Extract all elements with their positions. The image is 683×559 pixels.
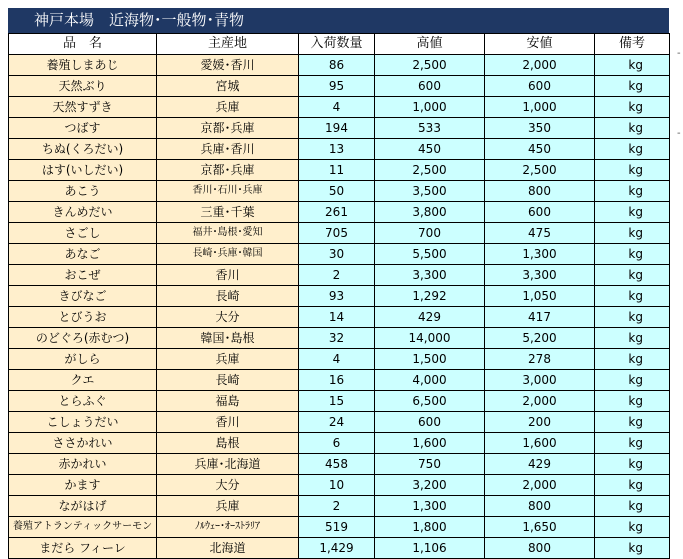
origin-cell: 兵庫･香川 <box>157 139 299 160</box>
quantity-cell: 519 <box>299 517 375 538</box>
table-row <box>9 76 670 97</box>
table-row <box>9 475 670 496</box>
item-name-cell: 赤かれい <box>9 454 157 475</box>
quantity-cell: 16 <box>299 370 375 391</box>
origin-cell: 愛媛･香川 <box>157 55 299 76</box>
low-price-cell: 475 <box>485 223 595 244</box>
item-name-cell: 養殖アトランティックサーモン <box>9 517 157 538</box>
high-price-cell: 750 <box>375 454 485 475</box>
origin-cell: 福井･島根･愛知 <box>157 223 299 244</box>
table-row <box>9 328 670 349</box>
table-row <box>9 496 670 517</box>
low-price-cell: 429 <box>485 454 595 475</box>
high-price-cell: 600 <box>375 412 485 433</box>
quantity-cell: 13 <box>299 139 375 160</box>
low-price-cell: 1,300 <box>485 244 595 265</box>
low-price-cell: 1,050 <box>485 286 595 307</box>
remarks-cell: kg <box>595 265 670 286</box>
high-price-cell: 1,500 <box>375 349 485 370</box>
low-price-cell: 800 <box>485 496 595 517</box>
high-price-cell: 1,292 <box>375 286 485 307</box>
origin-cell: 北海道 <box>157 538 299 559</box>
item-name-cell: つばす <box>9 118 157 139</box>
low-price-cell: 2,000 <box>485 475 595 496</box>
origin-cell: 島根 <box>157 433 299 454</box>
high-price-cell: 1,106 <box>375 538 485 559</box>
quantity-cell: 4 <box>299 349 375 370</box>
origin-cell: 兵庫 <box>157 97 299 118</box>
origin-cell: 兵庫･北海道 <box>157 454 299 475</box>
low-price-cell: 600 <box>485 76 595 97</box>
market-price-table <box>8 33 670 559</box>
high-price-cell: 3,200 <box>375 475 485 496</box>
table-row <box>9 118 670 139</box>
table-row <box>9 97 670 118</box>
table-body <box>9 55 670 559</box>
low-price-cell: 2,500 <box>485 160 595 181</box>
item-name-cell: あこう <box>9 181 157 202</box>
table-row <box>9 139 670 160</box>
remarks-cell: kg <box>595 307 670 328</box>
remarks-cell: kg <box>595 97 670 118</box>
quantity-cell: 4 <box>299 97 375 118</box>
item-name-cell: きんめだい <box>9 202 157 223</box>
table-row <box>9 223 670 244</box>
table-row <box>9 265 670 286</box>
low-price-cell: 1,000 <box>485 97 595 118</box>
low-price-cell: 450 <box>485 139 595 160</box>
high-price-cell: 429 <box>375 307 485 328</box>
high-price-cell: 533 <box>375 118 485 139</box>
quantity-cell: 24 <box>299 412 375 433</box>
quantity-cell: 14 <box>299 307 375 328</box>
table-row <box>9 286 670 307</box>
origin-cell: 香川･石川･兵庫 <box>157 181 299 202</box>
remarks-cell: kg <box>595 223 670 244</box>
quantity-cell: 194 <box>299 118 375 139</box>
item-name-cell: 天然ぶり <box>9 76 157 97</box>
header-low-price: 安値 <box>485 34 595 55</box>
remarks-cell: kg <box>595 349 670 370</box>
low-price-cell: 417 <box>485 307 595 328</box>
high-price-cell: 600 <box>375 76 485 97</box>
remarks-cell: kg <box>595 76 670 97</box>
remarks-cell: kg <box>595 370 670 391</box>
remarks-cell: kg <box>595 496 670 517</box>
item-name-cell: あなご <box>9 244 157 265</box>
low-price-cell: 2,000 <box>485 55 595 76</box>
quantity-cell: 11 <box>299 160 375 181</box>
origin-cell: ﾉﾙｳｪｰ･ｵｰｽﾄﾗﾘｱ <box>157 517 299 538</box>
remarks-cell: kg <box>595 139 670 160</box>
low-price-cell: 200 <box>485 412 595 433</box>
origin-cell: 兵庫 <box>157 496 299 517</box>
header-quantity: 入荷数量 <box>299 34 375 55</box>
low-price-cell: 1,600 <box>485 433 595 454</box>
quantity-cell: 705 <box>299 223 375 244</box>
header-origin: 主産地 <box>157 34 299 55</box>
high-price-cell: 3,500 <box>375 181 485 202</box>
item-name-cell: ながはげ <box>9 496 157 517</box>
quantity-cell: 458 <box>299 454 375 475</box>
origin-cell: 京都･兵庫 <box>157 160 299 181</box>
low-price-cell: 600 <box>485 202 595 223</box>
item-name-cell: とびうお <box>9 307 157 328</box>
low-price-cell: 800 <box>485 538 595 559</box>
table-row <box>9 349 670 370</box>
item-name-cell: がしら <box>9 349 157 370</box>
origin-cell: 京都･兵庫 <box>157 118 299 139</box>
item-name-cell: 天然すずき <box>9 97 157 118</box>
item-name-cell: かます <box>9 475 157 496</box>
remarks-cell: kg <box>595 181 670 202</box>
origin-cell: 長崎 <box>157 286 299 307</box>
header-item-name: 品 名 <box>9 34 157 55</box>
high-price-cell: 5,500 <box>375 244 485 265</box>
table-row <box>9 307 670 328</box>
high-price-cell: 700 <box>375 223 485 244</box>
edge-mark: - <box>677 48 681 59</box>
remarks-cell: kg <box>595 538 670 559</box>
quantity-cell: 2 <box>299 496 375 517</box>
remarks-cell: kg <box>595 118 670 139</box>
table-row <box>9 202 670 223</box>
remarks-cell: kg <box>595 55 670 76</box>
item-name-cell: クエ <box>9 370 157 391</box>
table-row <box>9 160 670 181</box>
low-price-cell: 800 <box>485 181 595 202</box>
item-name-cell: 養殖しまあじ <box>9 55 157 76</box>
header-remarks: 備考 <box>595 34 670 55</box>
origin-cell: 福島 <box>157 391 299 412</box>
table-row <box>9 454 670 475</box>
remarks-cell: kg <box>595 433 670 454</box>
high-price-cell: 3,800 <box>375 202 485 223</box>
item-name-cell: こしょうだい <box>9 412 157 433</box>
high-price-cell: 14,000 <box>375 328 485 349</box>
remarks-cell: kg <box>595 328 670 349</box>
table-row <box>9 181 670 202</box>
origin-cell: 香川 <box>157 412 299 433</box>
item-name-cell: さごし <box>9 223 157 244</box>
item-name-cell: きびなご <box>9 286 157 307</box>
remarks-cell: kg <box>595 202 670 223</box>
table-row <box>9 55 670 76</box>
table-row <box>9 244 670 265</box>
origin-cell: 長崎 <box>157 370 299 391</box>
high-price-cell: 2,500 <box>375 55 485 76</box>
table-row <box>9 412 670 433</box>
header-row <box>9 34 670 55</box>
remarks-cell: kg <box>595 412 670 433</box>
item-name-cell: のどぐろ(赤むつ) <box>9 328 157 349</box>
high-price-cell: 450 <box>375 139 485 160</box>
origin-cell: 大分 <box>157 475 299 496</box>
high-price-cell: 1,600 <box>375 433 485 454</box>
origin-cell: 香川 <box>157 265 299 286</box>
quantity-cell: 10 <box>299 475 375 496</box>
table-row <box>9 391 670 412</box>
quantity-cell: 2 <box>299 265 375 286</box>
low-price-cell: 278 <box>485 349 595 370</box>
origin-cell: 韓国･島根 <box>157 328 299 349</box>
quantity-cell: 86 <box>299 55 375 76</box>
quantity-cell: 30 <box>299 244 375 265</box>
quantity-cell: 1,429 <box>299 538 375 559</box>
high-price-cell: 1,300 <box>375 496 485 517</box>
origin-cell: 三重･千葉 <box>157 202 299 223</box>
high-price-cell: 2,500 <box>375 160 485 181</box>
origin-cell: 大分 <box>157 307 299 328</box>
table-row <box>9 538 670 559</box>
high-price-cell: 1,000 <box>375 97 485 118</box>
low-price-cell: 2,000 <box>485 391 595 412</box>
quantity-cell: 6 <box>299 433 375 454</box>
table-row <box>9 517 670 538</box>
remarks-cell: kg <box>595 517 670 538</box>
item-name-cell: ささかれい <box>9 433 157 454</box>
edge-mark: - <box>677 128 681 139</box>
quantity-cell: 15 <box>299 391 375 412</box>
item-name-cell: とらふぐ <box>9 391 157 412</box>
origin-cell: 兵庫 <box>157 349 299 370</box>
high-price-cell: 4,000 <box>375 370 485 391</box>
table-row <box>9 433 670 454</box>
item-name-cell: おこぜ <box>9 265 157 286</box>
high-price-cell: 3,300 <box>375 265 485 286</box>
remarks-cell: kg <box>595 160 670 181</box>
header-high-price: 高値 <box>375 34 485 55</box>
page-title: 神戸本場 近海物･一般物･青物 <box>8 8 669 33</box>
quantity-cell: 95 <box>299 76 375 97</box>
high-price-cell: 1,800 <box>375 517 485 538</box>
low-price-cell: 3,300 <box>485 265 595 286</box>
low-price-cell: 1,650 <box>485 517 595 538</box>
low-price-cell: 3,000 <box>485 370 595 391</box>
item-name-cell: まだら フィーレ <box>9 538 157 559</box>
remarks-cell: kg <box>595 244 670 265</box>
remarks-cell: kg <box>595 391 670 412</box>
origin-cell: 宮城 <box>157 76 299 97</box>
high-price-cell: 6,500 <box>375 391 485 412</box>
quantity-cell: 261 <box>299 202 375 223</box>
low-price-cell: 5,200 <box>485 328 595 349</box>
quantity-cell: 93 <box>299 286 375 307</box>
item-name-cell: ちぬ(くろだい) <box>9 139 157 160</box>
item-name-cell: はす(いしだい) <box>9 160 157 181</box>
low-price-cell: 350 <box>485 118 595 139</box>
origin-cell: 長崎･兵庫･韓国 <box>157 244 299 265</box>
quantity-cell: 32 <box>299 328 375 349</box>
quantity-cell: 50 <box>299 181 375 202</box>
remarks-cell: kg <box>595 475 670 496</box>
table-row <box>9 370 670 391</box>
remarks-cell: kg <box>595 286 670 307</box>
remarks-cell: kg <box>595 454 670 475</box>
